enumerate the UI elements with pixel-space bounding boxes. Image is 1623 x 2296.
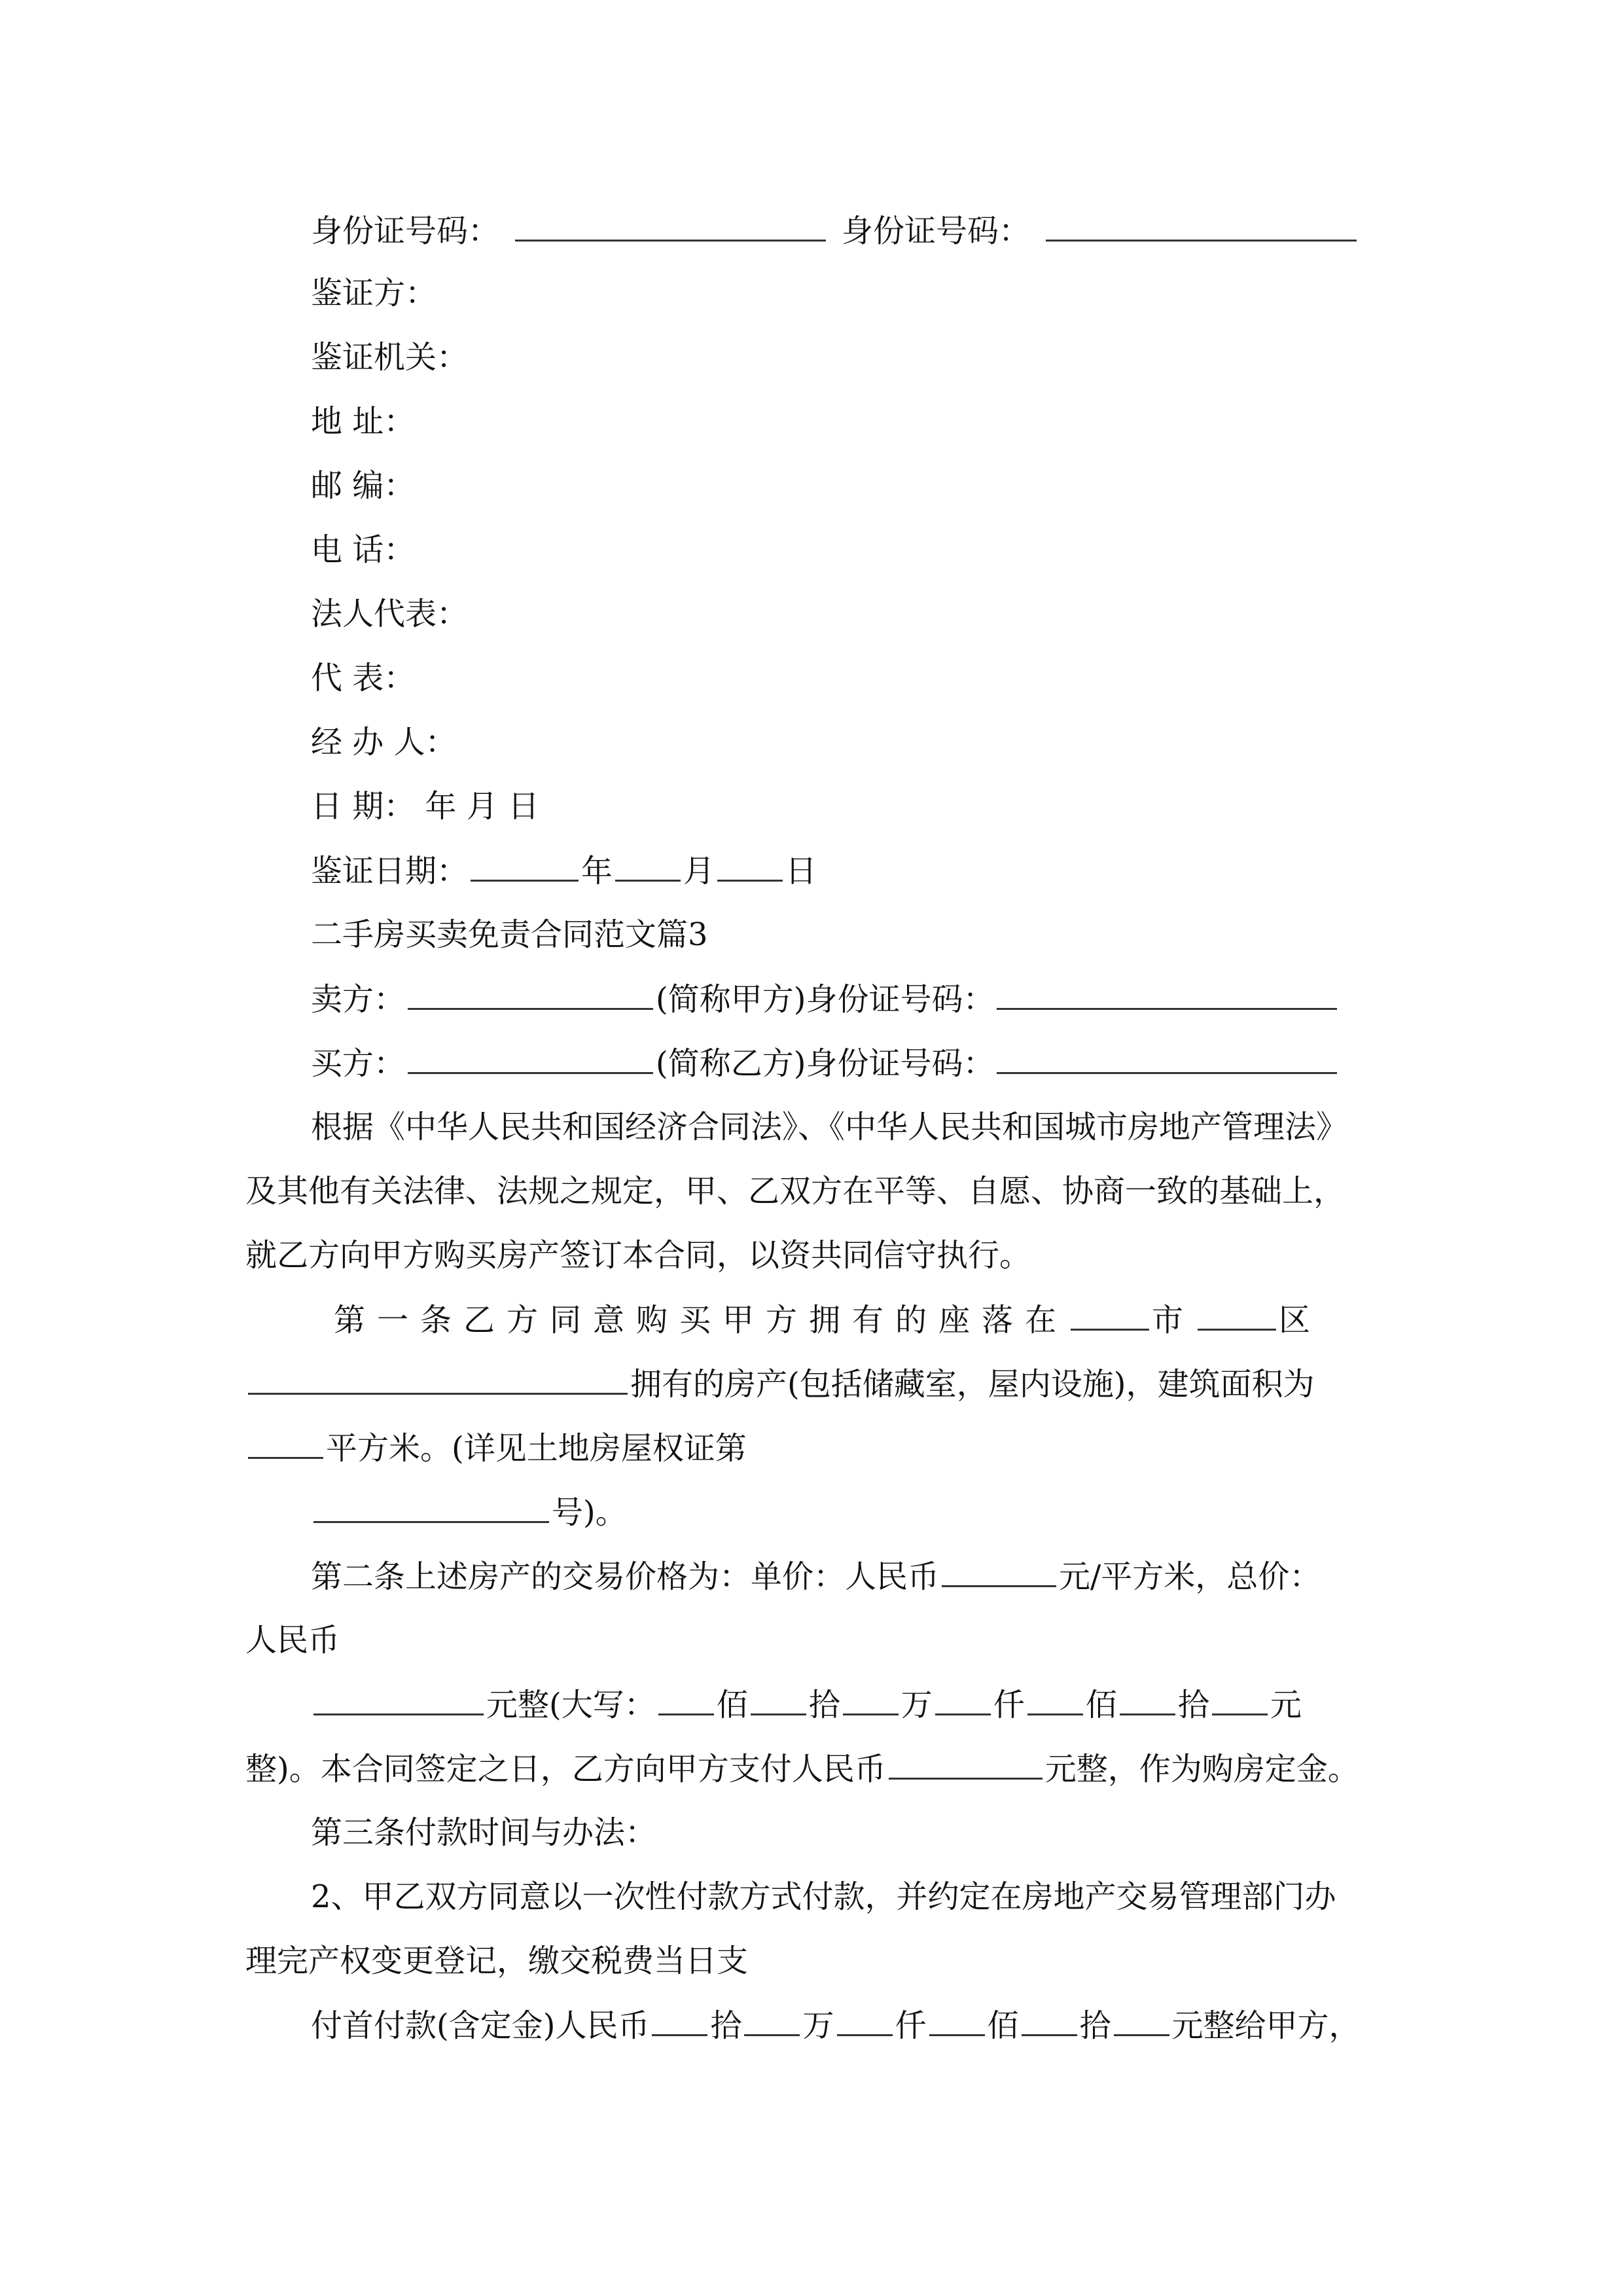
buyer-line xyxy=(311,1043,1340,1083)
article-3-line-3 xyxy=(311,2005,1361,2045)
unit-text: 拾 xyxy=(808,1687,840,1723)
digit-blank xyxy=(652,2005,707,2036)
phone-label: 电 话： xyxy=(311,531,416,568)
deposit-blank xyxy=(889,1749,1043,1780)
article-1-line-3 xyxy=(245,1428,747,1468)
unit-text: 仟 xyxy=(993,1687,1025,1723)
article-1-line-2-text: 拥有的房产(包括储藏室，屋内设施)，建筑面积为 xyxy=(630,1366,1315,1403)
article-1-line-4 xyxy=(311,1492,627,1532)
month-text: 月 xyxy=(683,853,715,889)
intro-line-3: 就乙方向甲方购买房产签订本合同，以资共同信守执行。 xyxy=(245,1237,1031,1274)
digit-blank xyxy=(658,1685,714,1715)
article-2-line-1 xyxy=(311,1556,1321,1596)
total-price-blank xyxy=(313,1685,484,1715)
unit-price-suffix: 元/平方米，总价： xyxy=(1059,1558,1321,1595)
digit-blank xyxy=(843,1685,899,1715)
day-blank xyxy=(717,851,783,882)
unit-text: 佰 xyxy=(716,1687,748,1723)
buyer-label: 买方： xyxy=(311,1045,406,1082)
deposit-suffix: 元整，作为购房定金。 xyxy=(1044,1751,1359,1787)
postcode-label: 邮 编： xyxy=(311,467,416,504)
article-1-line-3-text: 平方米。(详见土地房屋权证第 xyxy=(326,1430,747,1467)
unit-text: 拾 xyxy=(1079,2007,1111,2044)
buyer-id-blank xyxy=(997,1043,1337,1074)
unit-text: 佰 xyxy=(1085,1687,1117,1723)
seller-label: 卖方： xyxy=(311,981,406,1018)
day-text: 日 xyxy=(785,853,817,889)
intro-line-1: 根据《中华人民共和国经济合同法》、《中华人民共和国城市房地产管理法》 xyxy=(311,1109,1348,1145)
article-1-text: 第一条乙方同意购买甲方拥有的座落在 xyxy=(334,1302,1069,1338)
party-b-id-blank xyxy=(1046,211,1357,242)
seller-abbr: (简称甲方)身份证号码： xyxy=(656,981,995,1018)
buyer-abbr: (简称乙方)身份证号码： xyxy=(656,1045,995,1082)
digit-blank xyxy=(929,2005,985,2036)
digit-blank xyxy=(751,1685,806,1715)
digit-blank xyxy=(1120,1685,1175,1715)
digit-blank xyxy=(935,1685,991,1715)
seller-line xyxy=(311,979,1340,1019)
total-price-prefix: 元整(大写： xyxy=(486,1687,656,1723)
unit-price-blank xyxy=(942,1556,1056,1587)
year-blank xyxy=(471,851,579,882)
cert-number-blank xyxy=(313,1492,549,1523)
agency-label: 鉴证机关： xyxy=(311,339,469,376)
digit-blank xyxy=(1114,2005,1169,2036)
unit-text: 拾 xyxy=(1177,1687,1209,1723)
district-text: 区 xyxy=(1279,1302,1323,1338)
unit-text: 元 xyxy=(1270,1687,1302,1723)
article-2-line-4 xyxy=(245,1749,1359,1789)
deposit-text: 整)。本合同签定之日，乙方向甲方支付人民币 xyxy=(245,1751,886,1787)
buyer-name-blank xyxy=(408,1043,653,1074)
unit-text: 仟 xyxy=(895,2007,927,2044)
article-3-title: 第三条付款时间与办法： xyxy=(311,1814,657,1851)
digit-blank xyxy=(1027,1685,1083,1715)
unit-text: 万 xyxy=(901,1687,933,1723)
article-1-line-4-text: 号)。 xyxy=(552,1494,627,1531)
verify-date-label: 鉴证日期： xyxy=(311,853,469,889)
down-payment-suffix: 元整给甲方， xyxy=(1171,2007,1361,2044)
verify-date-line xyxy=(311,851,817,891)
section-title: 二手房买卖免责合同范文篇3 xyxy=(311,916,708,953)
article-1-line-2 xyxy=(245,1364,1314,1404)
article-3-line-2: 理完产权变更登记，缴交税费当日支 xyxy=(245,1943,749,1979)
district-blank xyxy=(1198,1300,1276,1331)
unit-text: 万 xyxy=(802,2007,834,2044)
year-text: 年 xyxy=(581,853,613,889)
address-label: 地 址： xyxy=(311,403,416,440)
verifier-label: 鉴证方： xyxy=(311,275,437,312)
down-payment-prefix: 付首付款(含定金)人民币 xyxy=(311,2007,650,2044)
rep-label: 代 表： xyxy=(311,660,416,696)
location-blank xyxy=(248,1364,628,1395)
party-b-id-label: 身份证号码： xyxy=(842,213,1031,249)
handler-label: 经 办 人： xyxy=(311,724,457,761)
article-2-text: 第二条上述房产的交易价格为：单价：人民币 xyxy=(311,1558,940,1595)
intro-line-2: 及其他有关法律、法规之规定，甲、乙双方在平等、自愿、协商一致的基础上， xyxy=(245,1173,1346,1210)
seller-name-blank xyxy=(408,979,653,1010)
legal-rep-label: 法人代表： xyxy=(311,596,469,632)
article-3-line-1: 2、甲乙双方同意以一次性付款方式付款，并约定在房地产交易管理部门办 xyxy=(311,1878,1336,1915)
article-1-line-1 xyxy=(334,1300,1322,1340)
city-blank xyxy=(1071,1300,1149,1331)
digit-blank xyxy=(1212,1685,1268,1715)
date-label: 日 期： 年 月 日 xyxy=(311,788,540,825)
digit-blank xyxy=(744,2005,800,2036)
unit-text: 拾 xyxy=(710,2007,742,2044)
article-2-line-3 xyxy=(311,1685,1302,1725)
id-number-line xyxy=(311,211,1359,251)
area-blank xyxy=(248,1428,323,1459)
seller-id-blank xyxy=(997,979,1337,1010)
unit-text: 佰 xyxy=(987,2007,1019,2044)
digit-blank xyxy=(1022,2005,1077,2036)
article-2-line-2: 人民币 xyxy=(245,1622,340,1659)
digit-blank xyxy=(837,2005,893,2036)
party-a-id-label: 身份证号码： xyxy=(311,213,500,249)
party-a-id-blank xyxy=(515,211,826,242)
month-blank xyxy=(615,851,681,882)
city-text: 市 xyxy=(1152,1302,1196,1338)
